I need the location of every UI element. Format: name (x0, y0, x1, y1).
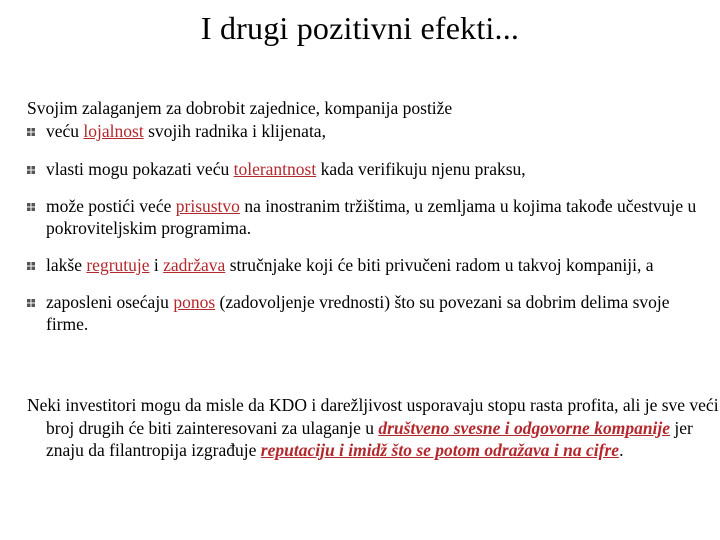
highlight-ponos: ponos (173, 292, 216, 312)
closing-text: Neki investitori mogu da misle da KDO i darežljivost usporavaju stopu rasta profita, ali je sve veći broj drugih će biti zainteresovani za ulaganje u (27, 395, 719, 438)
closing-paragraph (27, 394, 720, 462)
bullet-text: (zadovoljenje vrednosti) što su povezani sa dobrim delima svoje firme. (46, 292, 670, 334)
bullet-text: lakše (46, 255, 87, 275)
emphasis-odgovorne-kompanije: društveno svesne i odgovorne kompanije (378, 417, 671, 438)
bullet-text: na inostranim tržištima, u zemljama u kojima takođe učestvuje u pokroviteljskim programima. (46, 196, 697, 238)
bullet-text: zaposleni osećaju (46, 292, 174, 312)
highlight-regrutuje: regrutuje (86, 255, 150, 275)
square-bullet-icon (27, 299, 36, 307)
highlight-tolerantnost: tolerantnost (233, 159, 317, 179)
square-bullet-icon (27, 128, 36, 136)
bullet-text: vlasti mogu pokazati veću (46, 159, 234, 179)
bullet-item (27, 291, 707, 335)
highlight-lojalnost: lojalnost (83, 121, 144, 141)
bullet-item (27, 254, 707, 276)
bullet-item (27, 158, 707, 180)
slide-title: I drugi pozitivni efekti... (200, 10, 520, 46)
bullet-text: veću (46, 121, 84, 141)
bullet-text: i (149, 255, 164, 275)
square-bullet-icon (27, 166, 36, 174)
square-bullet-icon (27, 203, 36, 211)
bullet-list (27, 120, 707, 335)
bullet-text: kada verifikuju njenu praksu, (316, 159, 526, 179)
bullet-text: svojih radnika i klijenata, (143, 121, 326, 141)
closing-text: . (619, 440, 624, 460)
highlight-zadrzava: zadržava (163, 255, 226, 275)
bullet-item (27, 195, 707, 239)
bullet-text: stručnjake koji će biti privučeni radom u takvoj kompaniji, a (225, 255, 654, 275)
closing-text: jer znaju da filantropija izgrađuje (46, 417, 693, 460)
bullet-item (27, 120, 707, 142)
slide-body (27, 97, 707, 350)
square-bullet-icon (27, 262, 36, 270)
highlight-prisustvo: prisustvo (175, 196, 240, 216)
intro-text: Svojim zalaganjem za dobrobit zajednice, kompanija postiže (27, 98, 453, 118)
emphasis-reputaciju: reputaciju i imidž što se potom odražava i na cifre (260, 440, 620, 460)
bullet-text: može postići veće (46, 196, 176, 216)
